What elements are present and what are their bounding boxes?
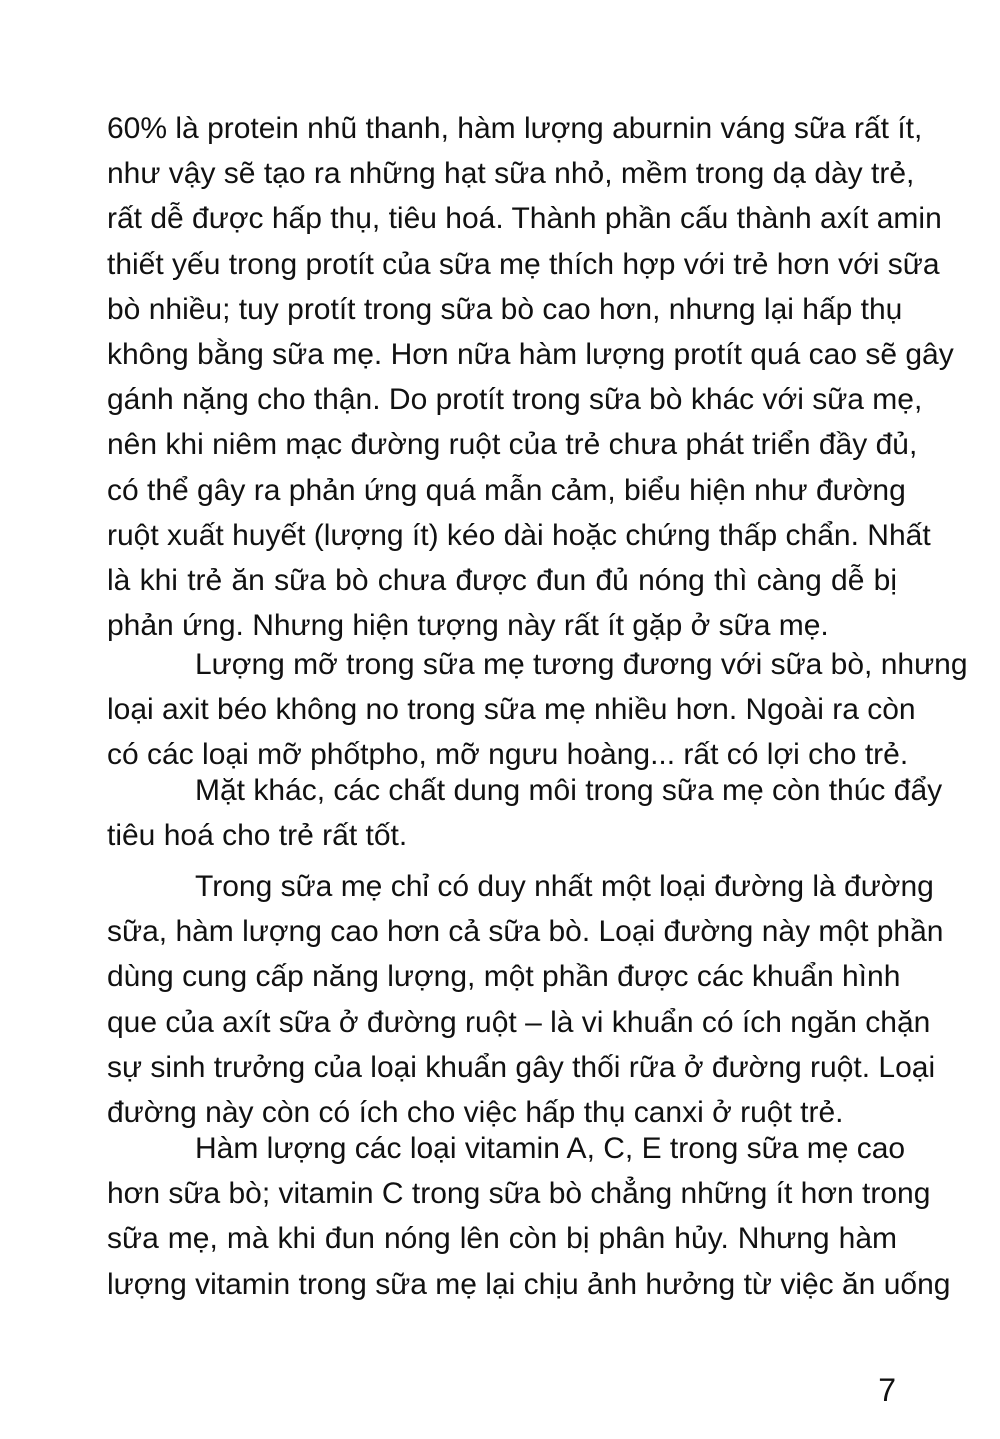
paragraph-sugar [107,864,944,1135]
text-line: dùng cung cấp năng lượng, một phần được các khuẩn hình [107,960,901,994]
text-line: ruột xuất huyết (lượng ít) kéo dài hoặc chứng thấp chẩn. Nhất [107,518,931,552]
text-line: là khi trẻ ăn sữa bò chưa được đun đủ nóng thì càng dễ bị [107,563,897,597]
text-line: như vậy sẽ tạo ra những hạt sữa nhỏ, mềm trong dạ dày trẻ, [107,157,915,191]
text-line: sữa mẹ, mà khi đun nóng lên còn bị phân hủy. Nhưng hàm [107,1222,897,1256]
text-line: thiết yếu trong protít của sữa mẹ thích hợp với trẻ hơn với sữa [107,247,940,281]
text-line: sự sinh trưởng của loại khuẩn gây thối rữa ở đường ruột. Loại [107,1050,936,1084]
text-line: Hàm lượng các loại vitamin A, C, E trong sữa mẹ cao [195,1132,906,1165]
paragraph-fat [107,642,968,778]
text-line: Lượng mỡ trong sữa mẹ tương đương với sữa bò, nhưng [195,648,968,681]
text-line: 60% là protein nhũ thanh, hàm lượng aburnin váng sữa rất ít, [107,112,923,145]
text-line: phản ứng. Nhưng hiện tượng này rất ít gặp ở sữa mẹ. [107,609,829,643]
page-number: 7 [878,1372,896,1408]
text-line: rất dễ được hấp thụ, tiêu hoá. Thành phần cấu thành axít amin [107,202,942,236]
text-line: có thể gây ra phản ứng quá mẫn cảm, biểu hiện như đường [107,473,906,507]
text-line: sữa, hàm lượng cao hơn cả sữa bò. Loại đường này một phần [107,915,944,949]
text-line: không bằng sữa mẹ. Hơn nữa hàm lượng protít quá cao sẽ gây [107,337,954,371]
paragraph-vitamins [107,1126,951,1307]
text-line: Mặt khác, các chất dung môi trong sữa mẹ còn thúc đẩy [195,774,943,807]
paragraph-protein [107,106,954,648]
text-line: bò nhiều; tuy protít trong sữa bò cao hơn, nhưng lại hấp thụ [107,292,903,326]
text-line: nên khi niêm mạc đường ruột của trẻ chưa phát triển đầy đủ, [107,428,918,462]
text-line: gánh nặng cho thận. Do protít trong sữa bò khác với sữa mẹ, [107,383,923,417]
paragraph-solvents [107,768,943,858]
text-line: Trong sữa mẹ chỉ có duy nhất một loại đường là đường [195,870,934,903]
text-line: tiêu hoá cho trẻ rất tốt. [107,819,408,853]
text-line: lượng vitamin trong sữa mẹ lại chịu ảnh hưởng từ việc ăn uống [107,1267,951,1301]
text-line: hơn sữa bò; vitamin C trong sữa bò chẳng những ít hơn trong [107,1177,931,1211]
text-line: đường này còn có ích cho việc hấp thụ canxi ở ruột trẻ. [107,1095,844,1129]
text-line: que của axít sữa ở đường ruột – là vi khuẩn có ích ngăn chặn [107,1005,931,1039]
text-line: có các loại mỡ phốtpho, mỡ ngưu hoàng... rất có lợi cho trẻ. [107,738,909,772]
text-line: loại axit béo không no trong sữa mẹ nhiều hơn. Ngoài ra còn [107,693,916,727]
